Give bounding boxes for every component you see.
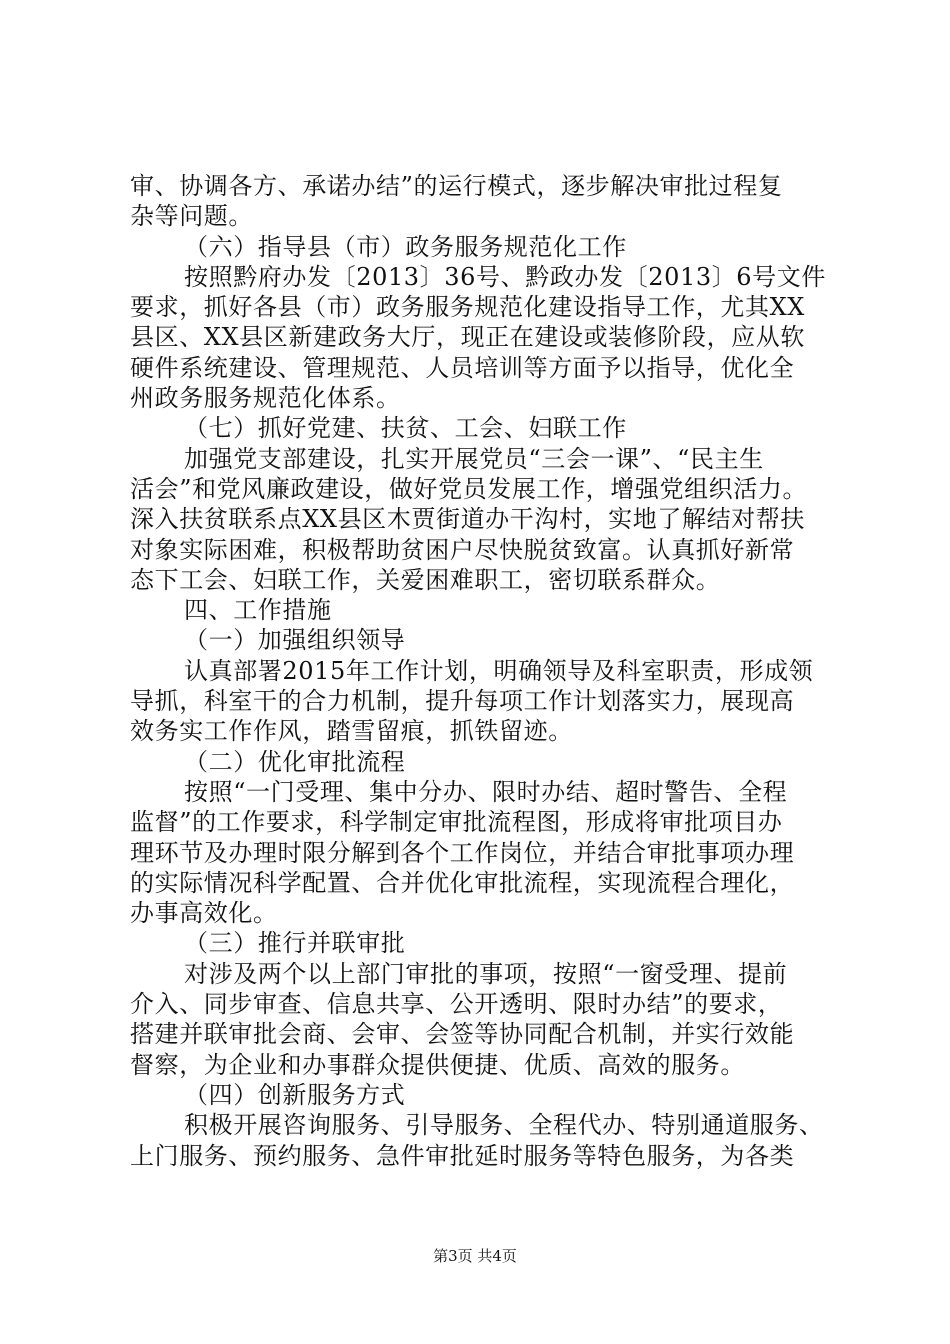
text-line: （六）指导县（市）政务服务规范化工作 [184, 232, 627, 261]
text-line: 对涉及两个以上部门审批的事项，按照“一窗受理、提前 [184, 959, 788, 988]
text-line: （七）抓好党建、扶贫、工会、妇联工作 [184, 414, 627, 443]
text-line: （一）加强组织领导 [184, 626, 406, 655]
text-line: 深入扶贫联系点XX县区木贾街道办干沟村，实地了解结对帮扶 [130, 505, 805, 534]
text-line: 搭建并联审批会商、会审、会签等协同配合机制，并实行效能 [130, 1020, 795, 1049]
text-line: 硬件系统建设、管理规范、人员培训等方面予以指导，优化全 [130, 353, 795, 382]
text-line: 县区、XX县区新建政务大厅，现正在建设或装修阶段，应从软 [130, 323, 805, 352]
text-line: 理环节及办理时限分解到各个工作岗位，并结合审批事项办理 [130, 838, 795, 867]
text-line: 对象实际困难，积极帮助贫困户尽快脱贫致富。认真抓好新常 [130, 535, 795, 564]
text-line: （二）优化审批流程 [184, 747, 406, 776]
text-line: 州政务服务规范化体系。 [130, 384, 401, 413]
text-line: 介入、同步审查、信息共享、公开透明、限时办结”的要求， [130, 990, 783, 1019]
text-line: 效务实工作作风，踏雪留痕，抓铁留迹。 [130, 717, 573, 746]
text-line: 的实际情况科学配置、合并优化审批流程，实现流程合理化， [130, 868, 795, 897]
text-line: 办事高效化。 [130, 899, 278, 928]
document-body [130, 171, 830, 1171]
text-line: 加强党支部建设，扎实开展党员“三会一课”、“民主生 [184, 444, 764, 473]
text-line: 监督”的工作要求，科学制定审批流程图，形成将审批项目办 [130, 808, 783, 837]
text-line: 杂等问题。 [130, 202, 253, 231]
text-line: 活会”和党风廉政建设，做好党员发展工作，增强党组织活力。 [130, 474, 808, 503]
text-line: 认真部署2015年工作计划，明确领导及科室职责，形成领 [184, 656, 814, 685]
text-line: 四、工作措施 [184, 596, 332, 625]
text-line: 导抓，科室干的合力机制，提升每项工作计划落实力，展现高 [130, 687, 795, 716]
text-line: 要求，抓好各县（市）政务服务规范化建设指导工作，尤其XX [130, 293, 805, 322]
text-line: 督察，为企业和办事群众提供便捷、优质、高效的服务。 [130, 1050, 745, 1079]
text-line: 积极开展咨询服务、引导服务、全程代办、特别通道服务、 [184, 1111, 824, 1140]
text-line: 审、协调各方、承诺办结”的运行模式，逐步解决审批过程复 [130, 172, 783, 200]
text-line: （四）创新服务方式 [184, 1080, 406, 1109]
text-line: （三）推行并联审批 [184, 929, 406, 958]
text-line: 按照“一门受理、集中分办、限时办结、超时警告、全程 [184, 777, 788, 806]
text-line: 态下工会、妇联工作，关爱困难职工，密切联系群众。 [130, 565, 721, 594]
text-line: 上门服务、预约服务、急件审批延时服务等特色服务，为各类 [130, 1141, 795, 1170]
page-footer: 第3页 共4页 [433, 1247, 517, 1265]
text-line: 按照黔府办发〔2013〕36号、黔政办发〔2013〕6号文件 [184, 262, 826, 291]
